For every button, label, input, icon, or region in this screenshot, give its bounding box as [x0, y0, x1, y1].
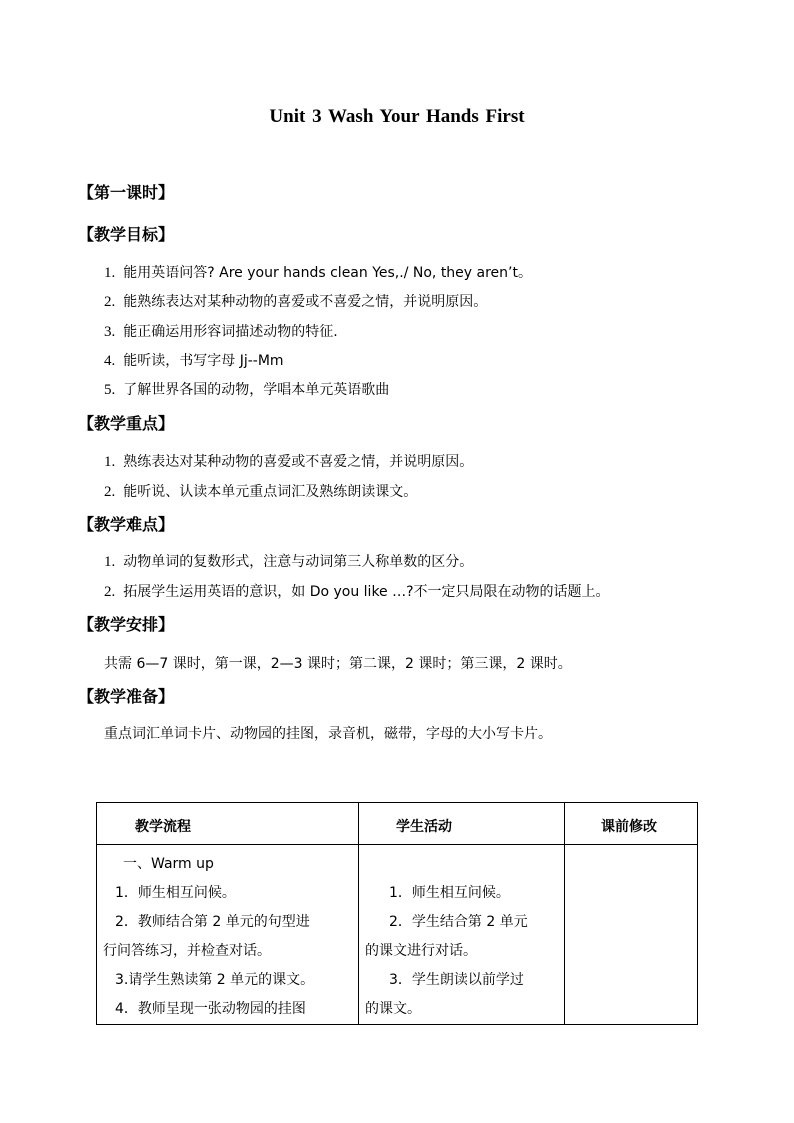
student-activity-cell: [359, 845, 565, 1025]
table-row: [97, 845, 698, 1025]
cell-line: 行问答练习，并检查对话。: [103, 943, 271, 959]
cell-line: 4．教师呈现一张动物园的挂图: [115, 1001, 306, 1017]
objective-item: 1. 能用英语问答? Are your hands clean Yes,./ No, they aren’t。: [104, 265, 532, 281]
objective-item: 3. 能正确运用形容词描述动物的特征.: [104, 324, 338, 340]
difficulty-item: 1. 动物单词的复数形式，注意与动词第三人称单数的区分。: [104, 554, 474, 570]
preparation-text: 重点词汇单词卡片、动物园的挂图，录音机，磁带，字母的大小写卡片。: [104, 726, 552, 742]
key-point-item: 2. 能听说、认读本单元重点词汇及熟练朗读课文。: [104, 484, 418, 500]
arrangement-heading: 【教学安排】: [78, 615, 175, 634]
cell-line: 3．学生朗读以前学过: [389, 972, 524, 988]
header-pre-class-revision: 课前修改: [565, 803, 698, 845]
table-header-row: [97, 803, 698, 845]
cell-line: 1．师生相互问候。: [115, 885, 236, 901]
difficulties-heading: 【教学难点】: [78, 515, 175, 534]
cell-line: 一、Warm up: [123, 856, 214, 872]
objective-item: 2. 能熟练表达对某种动物的喜爱或不喜爱之情，并说明原因。: [104, 294, 488, 310]
teaching-flow-cell: [97, 845, 359, 1025]
cell-line: 2．教师结合第 2 单元的句型进: [115, 914, 310, 930]
cell-line: 2．学生结合第 2 单元: [389, 914, 528, 930]
lesson-heading: 【第一课时】: [78, 183, 175, 202]
cell-line: 的课文。: [365, 1001, 421, 1017]
arrangement-text: 共需 6—7 课时，第一课，2—3 课时；第二课，2 课时；第三课，2 课时。: [104, 656, 572, 672]
cell-line: 1．师生相互问候。: [389, 885, 510, 901]
difficulty-item: 2. 拓展学生运用英语的意识，如 Do you like …?不一定只局限在动物的话题上。: [104, 584, 610, 600]
cell-line: 的课文进行对话。: [365, 943, 477, 959]
key-points-heading: 【教学重点】: [78, 414, 175, 433]
objective-item: 5. 了解世界各国的动物，学唱本单元英语歌曲: [104, 382, 390, 398]
objectives-heading: 【教学目标】: [78, 225, 175, 244]
header-student-activity: 学生活动: [359, 803, 565, 845]
preparation-heading: 【教学准备】: [78, 687, 175, 706]
lesson-flow-table: [96, 802, 698, 1025]
header-teaching-flow: 教学流程: [97, 803, 359, 845]
cell-line: 3.请学生熟读第 2 单元的课文。: [115, 972, 315, 988]
document-title: Unit 3 Wash Your Hands First: [269, 106, 525, 127]
pre-class-revision-cell: [565, 845, 698, 1025]
key-point-item: 1. 熟练表达对某种动物的喜爱或不喜爱之情，并说明原因。: [104, 454, 474, 470]
objective-item: 4. 能听读，书写字母 Jj--Mm: [104, 353, 284, 369]
